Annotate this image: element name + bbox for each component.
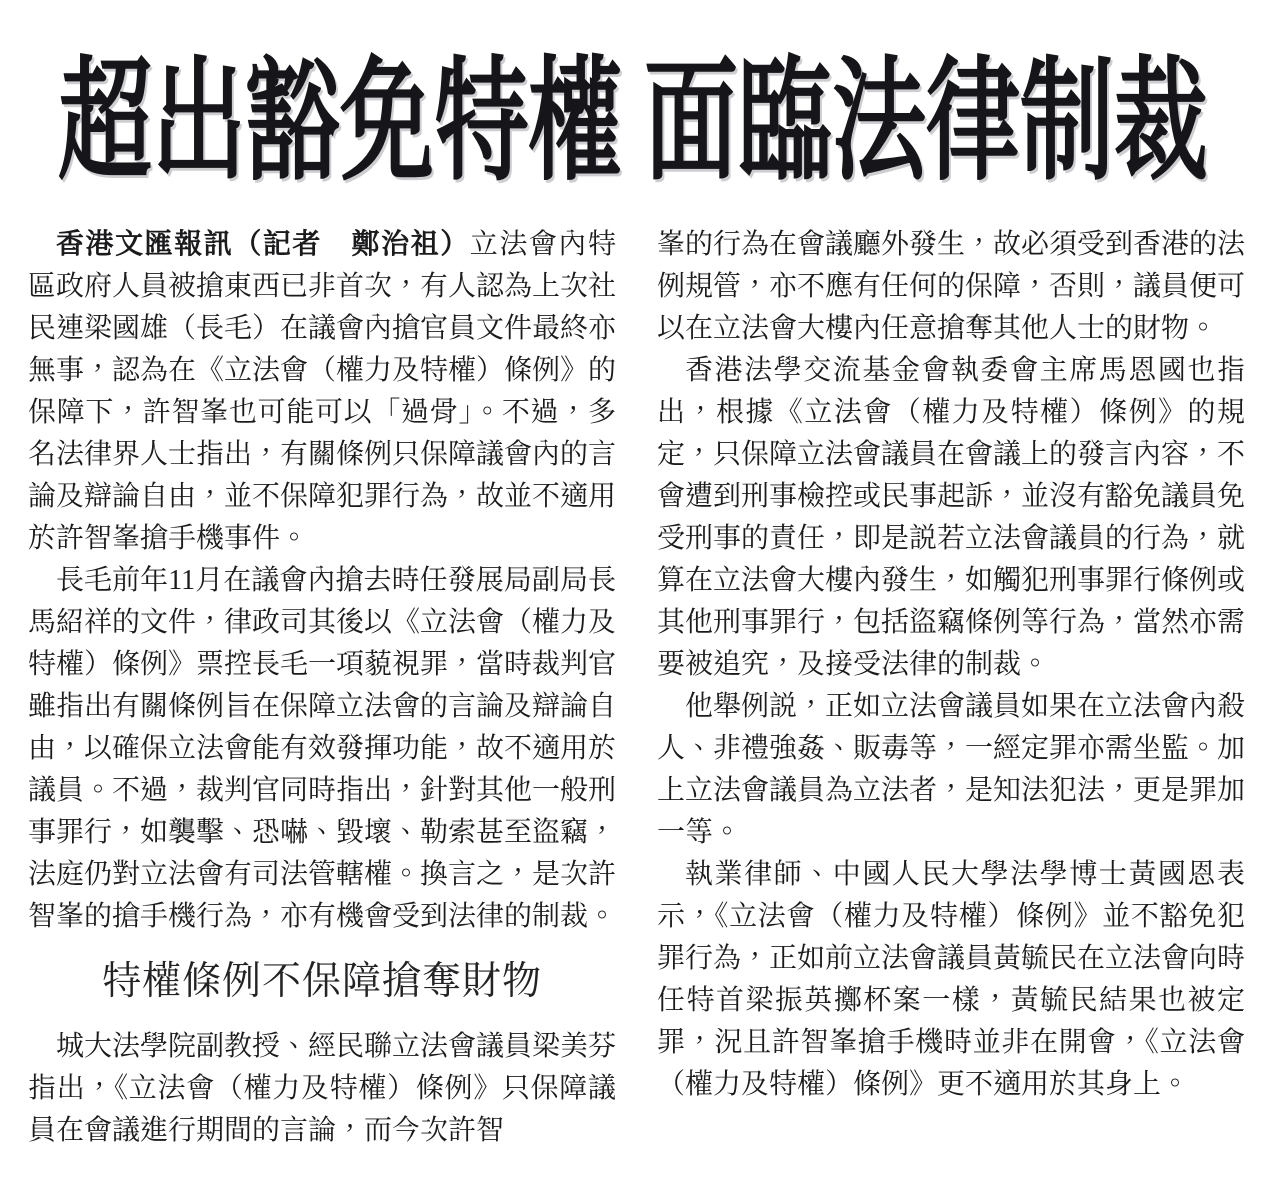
article-body <box>28 224 1245 1152</box>
headline-part-2: 面臨法律制裁 <box>643 48 1208 197</box>
headline-part-1: 超出豁免特權 <box>58 48 623 197</box>
paragraph-4: 香港法學交流基金會執委會主席馬恩國也指出，根據《立法會（權力及特權）條例》的規定，只保障立法會議員在會議上的發言內容，不會遭到刑事檢控或民事起訴，並沒有豁免議員免受刑事的責任，即是説若立法會議員的行為，就算在立法會大樓內發生，如觸犯刑事罪行條例或其他刑事罪行，包括盜竊條例等行為，當然亦需要被追究，及接受法律的制裁。 <box>657 355 1246 680</box>
paragraph-3-continued: 峯的行為在會議廳外發生，故必須受到香港的法例規管，亦不應有任何的保障，否則，議員便可以在立法會大樓內任意搶奪其他人士的財物。 <box>657 229 1246 344</box>
paragraph-2: 長毛前年11月在議會內搶去時任發展局副局長馬紹祥的文件，律政司其後以《立法會（權力及特權）條例》票控長毛一項藐視罪，當時裁判官雖指出有關條例旨在保障立法會的言論及辯論自由，以確保立法會能有效發揮功能，故不適用於議員。不過，裁判官同時指出，針對其他一般刑事罪行，如襲擊、恐嚇、毀壞、勒索甚至盜竊，法庭仍對立法會有司法管轄權。換言之，是次許智峯的搶手機行為，亦有機會受到法律的制裁。 <box>28 565 617 932</box>
paragraph-1 <box>28 224 616 560</box>
subheading: 特權條例不保障搶奪財物 <box>101 960 542 1003</box>
paragraph-3: 城大法學院副教授、經民聯立法會議員梁美芬指出，《立法會（權力及特權）條例》只保障議員在會議進行期間的言論，而今次許智 <box>28 1031 617 1146</box>
column-right <box>657 224 1245 1152</box>
paragraph-5: 他舉例説，正如立法會議員如果在立法會內殺人、非禮強姦、販毒等，一經定罪亦需坐監。加上立法會議員為立法者，是知法犯法，更是罪加一等。 <box>657 691 1246 848</box>
paragraph-1-text: 立法會內特區政府人員被搶東西已非首次，有人認為上次社民連梁國雄（長毛）在議會內搶官員文件最終亦無事，認為在《立法會（權力及特權）條例》的保障下，許智峯也可能可以「過骨」。不過，多名法律界人士指出，有關條例只保障議會內的言論及辯論自由，並不保障犯罪行為，故並不適用於許智峯搶手機事件。 <box>28 229 617 554</box>
paragraph-6: 執業律師、中國人民大學法學博士黃國恩表示，《立法會（權力及特權）條例》並不豁免犯罪行為，正如前立法會議員黃毓民在立法會向時任特首梁振英擲杯案一樣，黃毓民結果也被定罪，況且許智峯搶手機時並非在開會，《立法會（權力及特權）條例》更不適用於其身上。 <box>657 859 1246 1100</box>
column-left <box>28 224 616 1152</box>
dateline-byline: 香港文匯報訊（記者 鄭治祖） <box>56 229 470 260</box>
article-headline <box>58 26 1208 198</box>
